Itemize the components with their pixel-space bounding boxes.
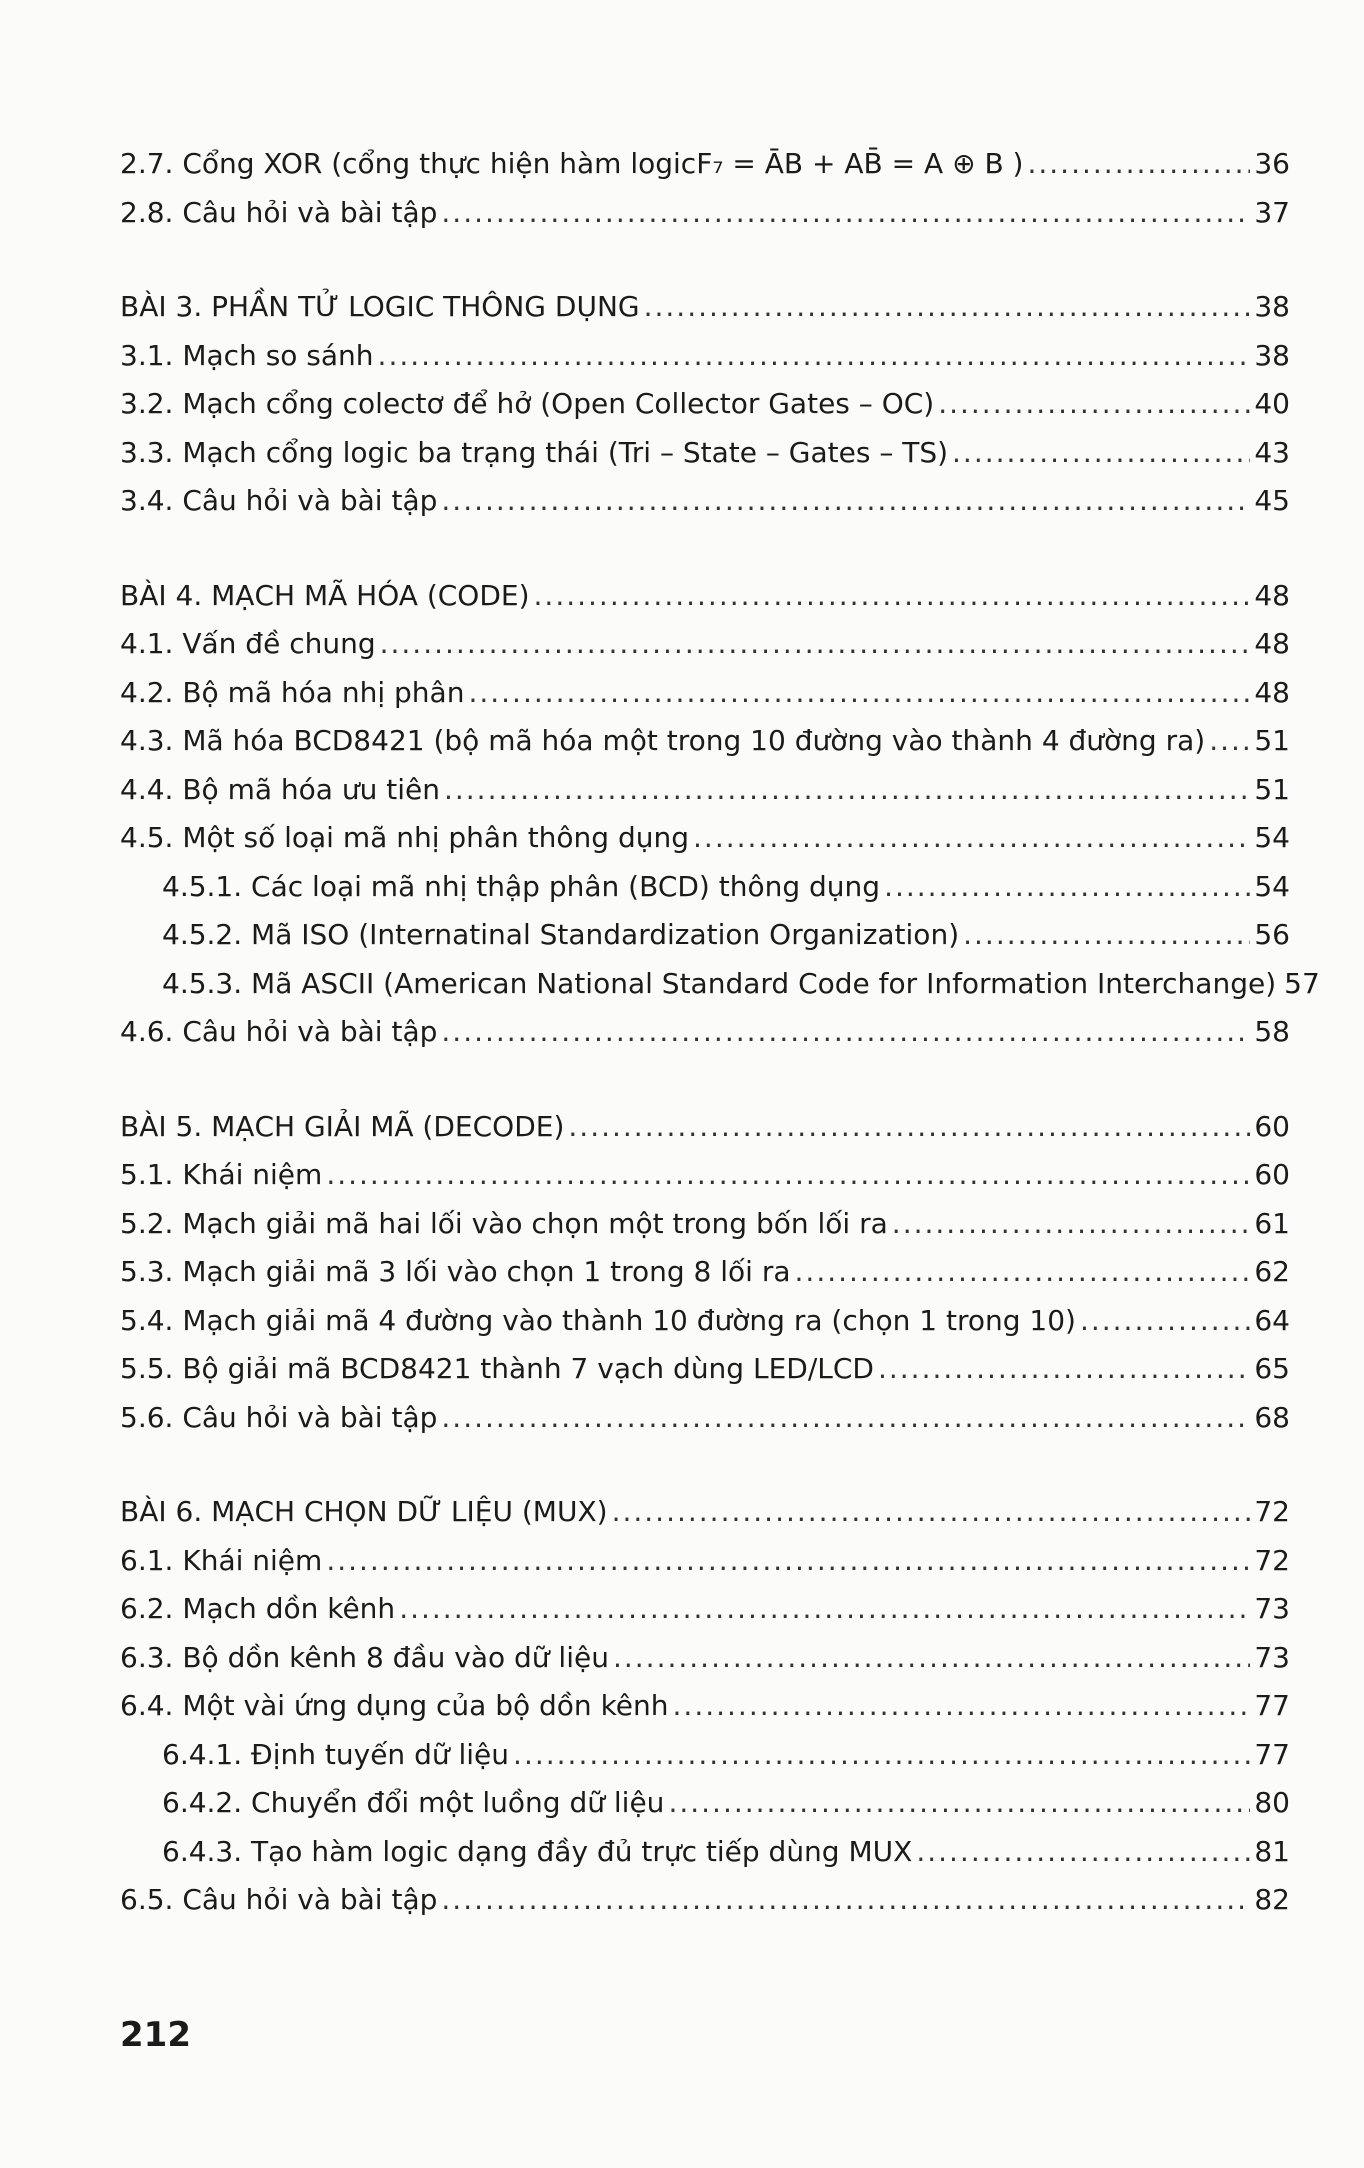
- toc-entry: [120, 1151, 1290, 1200]
- toc-entry: [120, 1779, 1290, 1828]
- toc-entry-label: 5.2. Mạch giải mã hai lối vào chọn một trong bốn lối ra: [120, 1206, 888, 1240]
- dot-leader: [916, 1828, 1250, 1877]
- toc-entry: [120, 1103, 1290, 1152]
- dot-leader: [952, 429, 1250, 478]
- toc-entry-page: 65: [1254, 1352, 1290, 1385]
- toc-entry: [120, 477, 1290, 526]
- toc-entry: [120, 814, 1290, 863]
- toc-entry: [120, 766, 1290, 815]
- toc-entry-label: 4.5.2. Mã ISO (Internatinal Standardization Organization): [162, 918, 960, 951]
- toc-entry: [120, 332, 1290, 381]
- dot-leader: [534, 572, 1251, 621]
- dot-leader: [892, 1200, 1251, 1249]
- toc-entry-label: 4.6. Câu hỏi và bài tập: [120, 1015, 438, 1048]
- toc-entry-label: 3.1. Mạch so sánh: [120, 338, 374, 372]
- toc-entry-page: 62: [1254, 1255, 1290, 1288]
- dot-leader: [568, 1103, 1250, 1152]
- toc-entry-label: 5.4. Mạch giải mã 4 đường vào thành 10 đường ra (chọn 1 trong 10): [120, 1303, 1076, 1337]
- dot-leader: [468, 669, 1250, 718]
- dot-leader: [444, 766, 1250, 815]
- toc-section: [120, 140, 1290, 237]
- toc-entry-label: 6.3. Bộ dồn kênh 8 đầu vào dữ liệu: [120, 1640, 609, 1674]
- toc-entry-page: 68: [1254, 1400, 1290, 1434]
- dot-leader: [938, 380, 1250, 429]
- toc-entry: [120, 189, 1290, 238]
- toc-entry-label: BÀI 5. MẠCH GIẢI MÃ (DECODE): [120, 1109, 565, 1143]
- toc-entry-page: 58: [1254, 1015, 1290, 1048]
- toc-entry-page: 51: [1254, 772, 1290, 806]
- dot-leader: [1080, 1297, 1250, 1346]
- toc-entry: [120, 960, 1320, 1009]
- dot-leader: [613, 1634, 1250, 1683]
- toc-entry-label: BÀI 6. MẠCH CHỌN DỮ LIỆU (MUX): [120, 1495, 608, 1528]
- toc-entry: [120, 1345, 1290, 1394]
- dot-leader: [795, 1248, 1251, 1297]
- toc-entry-page: 48: [1254, 627, 1290, 660]
- toc-entry: [120, 283, 1290, 332]
- toc-entry-label: 6.2. Mạch dồn kênh: [120, 1592, 396, 1625]
- toc-entry-label: 2.7. Cổng XOR (cổng thực hiện hàm logic: [120, 147, 697, 180]
- dot-leader: [963, 911, 1250, 960]
- toc-entry-label: 5.5. Bộ giải mã BCD8421 thành 7 vạch dùng LED/LCD: [120, 1352, 874, 1385]
- toc-entry: [120, 429, 1290, 478]
- toc-entry-label: BÀI 3. PHẦN TỬ LOGIC THÔNG DỤNG: [120, 290, 640, 323]
- toc-entry: [120, 1585, 1290, 1634]
- dot-leader: [441, 189, 1250, 238]
- toc-entry-page: 51: [1254, 724, 1290, 757]
- toc-entry: [120, 572, 1290, 621]
- toc-entry-label: 3.4. Câu hỏi và bài tập: [120, 484, 438, 517]
- toc-entry: [120, 140, 1290, 189]
- toc-entry-label: 6.5. Câu hỏi và bài tập: [120, 1883, 438, 1916]
- toc-entry-page: 54: [1254, 869, 1290, 903]
- dot-leader: [441, 1394, 1250, 1443]
- toc-entry: [120, 669, 1290, 718]
- toc-entry-page: 38: [1254, 290, 1290, 323]
- dot-leader: [380, 620, 1251, 669]
- toc-entry-page: 37: [1254, 195, 1290, 229]
- toc-entry-page: 45: [1254, 484, 1290, 517]
- toc-entry-page: 36: [1254, 147, 1290, 180]
- toc-entry: [120, 1828, 1290, 1877]
- dot-leader: [513, 1731, 1250, 1780]
- toc-entry-label: 6.4.3. Tạo hàm logic dạng đầy đủ trực tiếp dùng MUX: [162, 1834, 913, 1868]
- toc-entry-label: 5.3. Mạch giải mã 3 lối vào chọn 1 trong 8 lối ra: [120, 1255, 791, 1288]
- toc-entry-label: 4.5. Một số loại mã nhị phân thông dụng: [120, 821, 690, 854]
- toc-section: [120, 1103, 1290, 1443]
- dot-leader: [1027, 140, 1250, 189]
- toc-entry: [120, 1537, 1290, 1586]
- toc-entry: [120, 863, 1290, 912]
- toc-entry: [120, 620, 1290, 669]
- dot-leader: [326, 1537, 1250, 1586]
- toc-entry: [120, 1876, 1290, 1925]
- toc-entry-label: 4.2. Bộ mã hóa nhị phân: [120, 675, 465, 709]
- toc-entry-label: 6.4.2. Chuyển đổi một luồng dữ liệu: [162, 1786, 665, 1819]
- toc-entry: [120, 380, 1290, 429]
- toc-entry: [120, 1200, 1290, 1249]
- dot-leader: [399, 1585, 1250, 1634]
- toc-entry-page: 48: [1254, 578, 1290, 612]
- toc-entry-page: 77: [1254, 1737, 1290, 1771]
- toc-entry: [120, 717, 1290, 766]
- toc-entry-label: 6.4. Một vài ứng dụng của bộ dồn kênh: [120, 1689, 669, 1722]
- toc-entry-page: 54: [1254, 821, 1290, 854]
- dot-leader: [378, 332, 1251, 381]
- toc-entry-label: 4.5.3. Mã ASCII (American National Standard Code for Information Interchange): [162, 966, 1277, 1000]
- toc-entry-page: 73: [1254, 1640, 1290, 1674]
- toc-entry-page: 43: [1254, 435, 1290, 469]
- toc-entry-page: 80: [1254, 1786, 1290, 1819]
- toc-entry-label: 4.5.1. Các loại mã nhị thập phân (BCD) thông dụng: [162, 869, 881, 903]
- toc-entry-label: 4.3. Mã hóa BCD8421 (bộ mã hóa một trong 10 đường vào thành 4 đường ra): [120, 724, 1206, 757]
- toc-entry-label: 6.4.1. Định tuyến dữ liệu: [162, 1737, 510, 1771]
- dot-leader: [326, 1151, 1250, 1200]
- dot-leader: [1209, 717, 1250, 766]
- toc-entry-page: 72: [1254, 1495, 1290, 1528]
- dot-leader: [441, 477, 1250, 526]
- toc-entry: [120, 1297, 1290, 1346]
- toc-entry-label: BÀI 4. MẠCH MÃ HÓA (CODE): [120, 578, 530, 612]
- toc-entry-page: 64: [1254, 1303, 1290, 1337]
- dot-leader: [884, 863, 1250, 912]
- toc-entry-page: 38: [1254, 338, 1290, 372]
- toc-entry: [120, 1682, 1290, 1731]
- toc-section: [120, 283, 1290, 526]
- toc-entry: [120, 1248, 1290, 1297]
- toc-entry-page: 40: [1254, 387, 1290, 420]
- toc-entry: [120, 1634, 1290, 1683]
- toc-entry: [120, 911, 1290, 960]
- toc-entry-page: 56: [1254, 918, 1290, 951]
- toc-entry-page: 60: [1254, 1158, 1290, 1191]
- dot-leader: [612, 1488, 1251, 1537]
- toc-entry: [120, 1008, 1290, 1057]
- toc-entry-page: 81: [1254, 1834, 1290, 1868]
- toc-entry-label: 4.4. Bộ mã hóa ưu tiên: [120, 772, 440, 806]
- dot-leader: [878, 1345, 1250, 1394]
- toc-entry-page: 82: [1254, 1883, 1290, 1916]
- dot-leader: [441, 1008, 1250, 1057]
- toc-entry-page: 73: [1254, 1592, 1290, 1625]
- toc-entry-label: 4.1. Vấn đề chung: [120, 627, 376, 660]
- toc-entry-formula: F₇ = ĀB + AB̄ = A ⊕ B ): [696, 147, 1024, 180]
- toc-entry-page: 61: [1254, 1206, 1290, 1240]
- toc-entry-label: 2.8. Câu hỏi và bài tập: [120, 195, 438, 229]
- toc-entry-label: 6.1. Khái niệm: [120, 1543, 323, 1577]
- toc-entry-page: 57: [1284, 966, 1320, 1000]
- dot-leader: [673, 1682, 1251, 1731]
- toc-entry: [120, 1731, 1290, 1780]
- dot-leader: [644, 283, 1251, 332]
- toc-entry-page: 48: [1254, 675, 1290, 709]
- toc-entry-label: 5.6. Câu hỏi và bài tập: [120, 1400, 438, 1434]
- toc-entry: [120, 1394, 1290, 1443]
- dot-leader: [693, 814, 1250, 863]
- page-number: 212: [120, 2015, 191, 2055]
- toc-entry: [120, 1488, 1290, 1537]
- dot-leader: [441, 1876, 1250, 1925]
- table-of-contents: [120, 140, 1320, 1971]
- toc-entry-label: 3.2. Mạch cổng colectơ để hở (Open Collector Gates – OC): [120, 387, 935, 420]
- toc-entry-page: 77: [1254, 1689, 1290, 1722]
- toc-entry-page: 60: [1254, 1109, 1290, 1143]
- toc-section: [120, 1488, 1290, 1925]
- toc-section: [120, 572, 1320, 1057]
- toc-entry-label: 5.1. Khái niệm: [120, 1158, 323, 1191]
- toc-entry-label: 3.3. Mạch cổng logic ba trạng thái (Tri – State – Gates – TS): [120, 435, 949, 469]
- dot-leader: [668, 1779, 1250, 1828]
- toc-entry-page: 72: [1254, 1543, 1290, 1577]
